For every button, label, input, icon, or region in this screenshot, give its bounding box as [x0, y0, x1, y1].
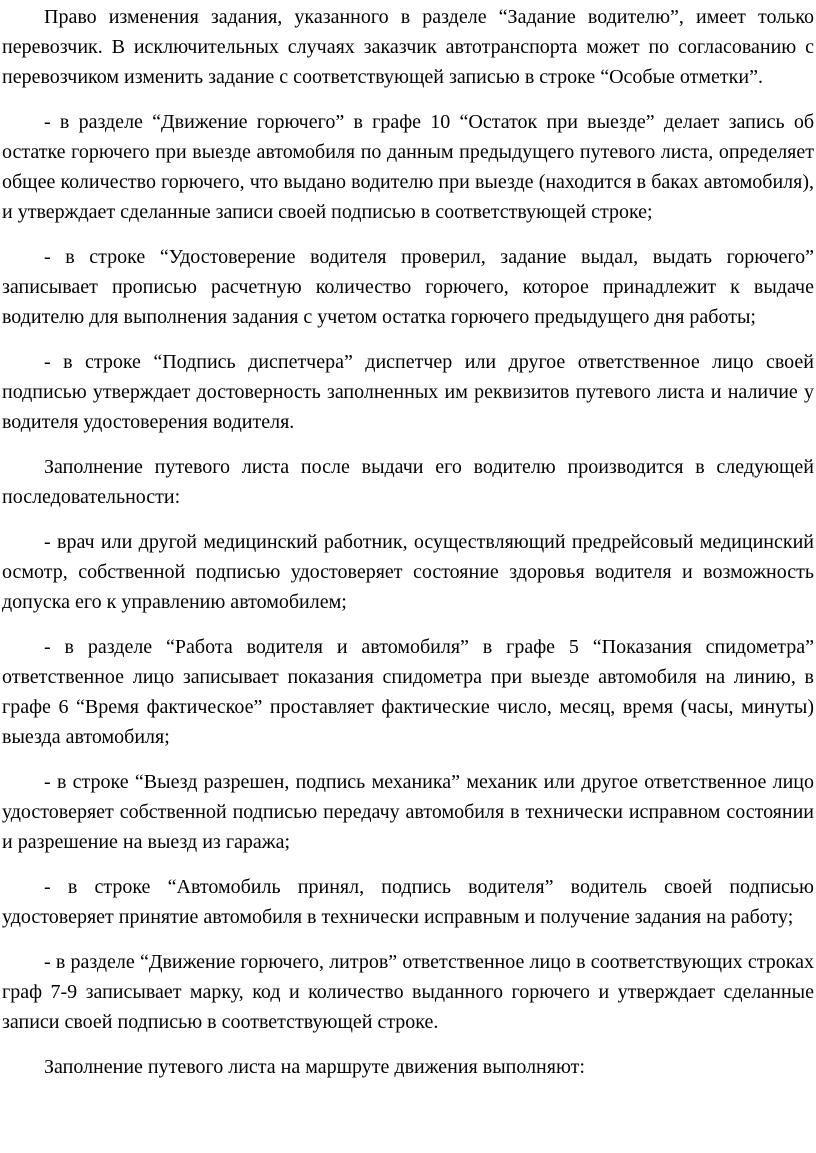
paragraph-dispatcher-signature: - в строке “Подпись диспетчера” диспетчер или другое ответственное лицо своей подписью утверждает достоверность заполненных им реквизитов путевого листа и наличие у водителя удостоверения водителя. — [2, 351, 814, 433]
paragraph-mechanic-permission: - в строке “Выезд разрешен, подпись механика” механик или другое ответственное лицо удостоверяет собственной подписью передачу автомобиля в технически исправном состоянии и разрешение на выезд из гаража; — [2, 771, 814, 853]
paragraph-fill-sequence-intro: Заполнение путевого листа после выдачи его водителю производится в следующей последовательности: — [2, 456, 814, 508]
paragraph-fuel-movement: - в разделе “Движение горючего” в графе 10 “Остаток при выезде” делает запись об остатке горючего при выезде автомобиля по данным предыдущего путевого листа, определяет общее количество горючего, что выдано водителю при выезде (находится в баках автомобиля), и утверждает сделанные записи своей подписью в соответствующей строке; — [2, 111, 814, 223]
paragraph-driver-acceptance: - в строке “Автомобиль принял, подпись водителя” водитель своей подписью удостоверяет принятие автомобиля в технически исправным и получение задания на работу; — [2, 876, 814, 928]
paragraph-speedometer: - в разделе “Работа водителя и автомобиля” в графе 5 “Показания спидометра” ответственное лицо записывает показания спидометра при выезде автомобиля на линию, в графе 6 “Время фактическое” проставляет фактические число, месяц, время (часы, минуты) выезда автомобиля; — [2, 636, 814, 748]
paragraph-route-intro: Заполнение путевого листа на маршруте движения выполняют: — [44, 1056, 585, 1078]
paragraph-medical-check: - врач или другой медицинский работник, осуществляющий предрейсовый медицинский осмотр, собственной подписью удостоверяет состояние здоровья водителя и возможность допуска его к управлению автомобилем; — [2, 531, 814, 613]
paragraph-fuel-issued: - в разделе “Движение горючего, литров” ответственное лицо в соответствующих строках граф 7-9 записывает марку, код и количество выданного горючего и утверждает сделанные записи своей подписью в соответствующей строке. — [2, 951, 814, 1033]
paragraph-carrier-rights: Право изменения задания, указанного в разделе “Задание водителю”, имеет только перевозчик. В исключительных случаях заказчик автотранспорта может по согласованию с перевозчиком изменить задание с соответствующей записью в строке “Особые отметки”. — [2, 6, 814, 88]
paragraph-driver-license-check: - в строке “Удостоверение водителя проверил, задание выдал, выдать горючего” записывает прописью расчетную количество горючего, которое принадлежит к выдаче водителю для выполнения задания с учетом остатка горючего предыдущего дня работы; — [2, 246, 814, 328]
